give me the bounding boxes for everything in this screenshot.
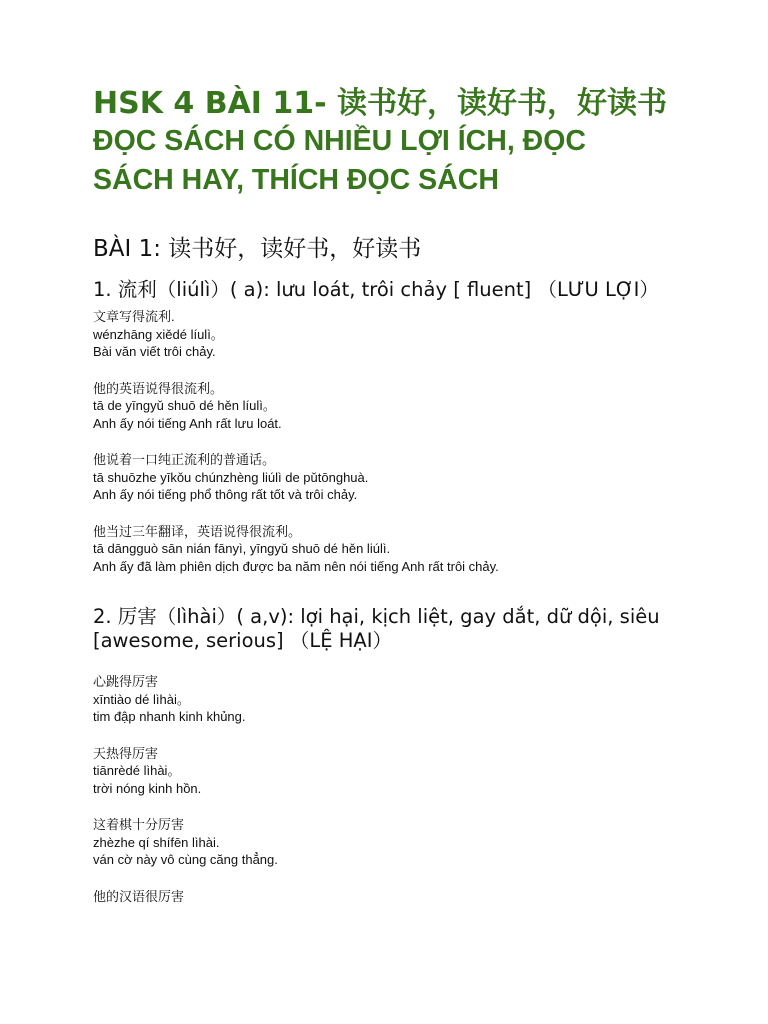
document-title: HSK 4 BÀI 11- 读书好，读好书，好读书 [93, 86, 668, 121]
example-entry [93, 523, 733, 576]
example-pinyin: tā de yīngyǔ shuō dé hěn líulì。 [93, 398, 276, 413]
vocab-heading-2-line-1: 2. 厉害（lìhài）( a,v): lợi hại, kịch liệt, gay dắt, dữ dội, siêu [93, 605, 660, 628]
example-meaning: ván cờ này vô cùng căng thẳng. [93, 852, 278, 867]
example-meaning: trời nóng kinh hồn. [93, 780, 202, 796]
example-pinyin: wénzhāng xiědé líulì。 [93, 326, 224, 342]
example-pinyin: zhèzhe qí shífēn lìhài. [93, 834, 220, 850]
example-meaning: Anh ấy đã làm phiên dịch được ba năm nên nói tiếng Anh rất trôi chảy. [93, 558, 499, 574]
example-meaning: Bài văn viết trôi chảy. [93, 344, 216, 359]
vocab-2-examples [93, 673, 733, 905]
lesson-heading: BÀI 1: 读书好，读好书，好读书 [93, 236, 422, 262]
example-entry [93, 308, 733, 361]
example-meaning: Anh ấy nói tiếng Anh rất lưu loát. [93, 415, 282, 431]
document-page [93, 86, 733, 924]
example-entry [93, 451, 733, 504]
example-entry [93, 745, 733, 798]
example-pinyin: xīntiào dé lìhài。 [93, 691, 190, 707]
example-pinyin: tiānrèdé lìhài。 [93, 763, 181, 778]
example-entry [93, 888, 733, 906]
example-hanzi: 他的英语说得很流利。 [93, 380, 224, 396]
example-meaning: Anh ấy nói tiếng phổ thông rất tốt và trôi chảy. [93, 487, 358, 502]
example-entry [93, 380, 733, 433]
vocab-1-examples [93, 308, 733, 575]
document-subtitle-line-2: SÁCH HAY, THÍCH ĐỌC SÁCH [93, 164, 499, 196]
example-pinyin: tā shuōzhe yīkǒu chúnzhèng liúlì de pǔtōnghuà. [93, 469, 369, 485]
example-pinyin: tā dāngguò sān nián fānyì, yīngyǔ shuō dé hěn liúlì. [93, 541, 391, 556]
example-hanzi: 他当过三年翻译，英语说得很流利。 [93, 523, 302, 539]
example-meaning: tim đập nhanh kinh khủng. [93, 709, 246, 724]
example-hanzi: 他的汉语很厉害 [93, 888, 185, 904]
document-subtitle-line-1: ĐỌC SÁCH CÓ NHIỀU LỢI ÍCH, ĐỌC [93, 125, 586, 157]
example-hanzi: 天热得厉害 [93, 745, 159, 761]
example-hanzi: 心跳得厉害 [93, 674, 159, 689]
example-entry [93, 673, 733, 726]
example-hanzi: 文章写得流利. [93, 309, 175, 324]
example-hanzi: 这着棋十分厉害 [93, 817, 185, 832]
vocab-heading-1: 1. 流利（liúlì）( a): lưu loát, trôi chảy [ fluent] （LƯU LỢI） [93, 278, 659, 301]
vocab-heading-2-line-2: [awesome, serious] （LỆ HẠI） [93, 629, 392, 652]
vocab-heading-2 [93, 605, 733, 653]
example-hanzi: 他说着一口纯正流利的普通话。 [93, 452, 276, 467]
example-entry [93, 816, 733, 869]
